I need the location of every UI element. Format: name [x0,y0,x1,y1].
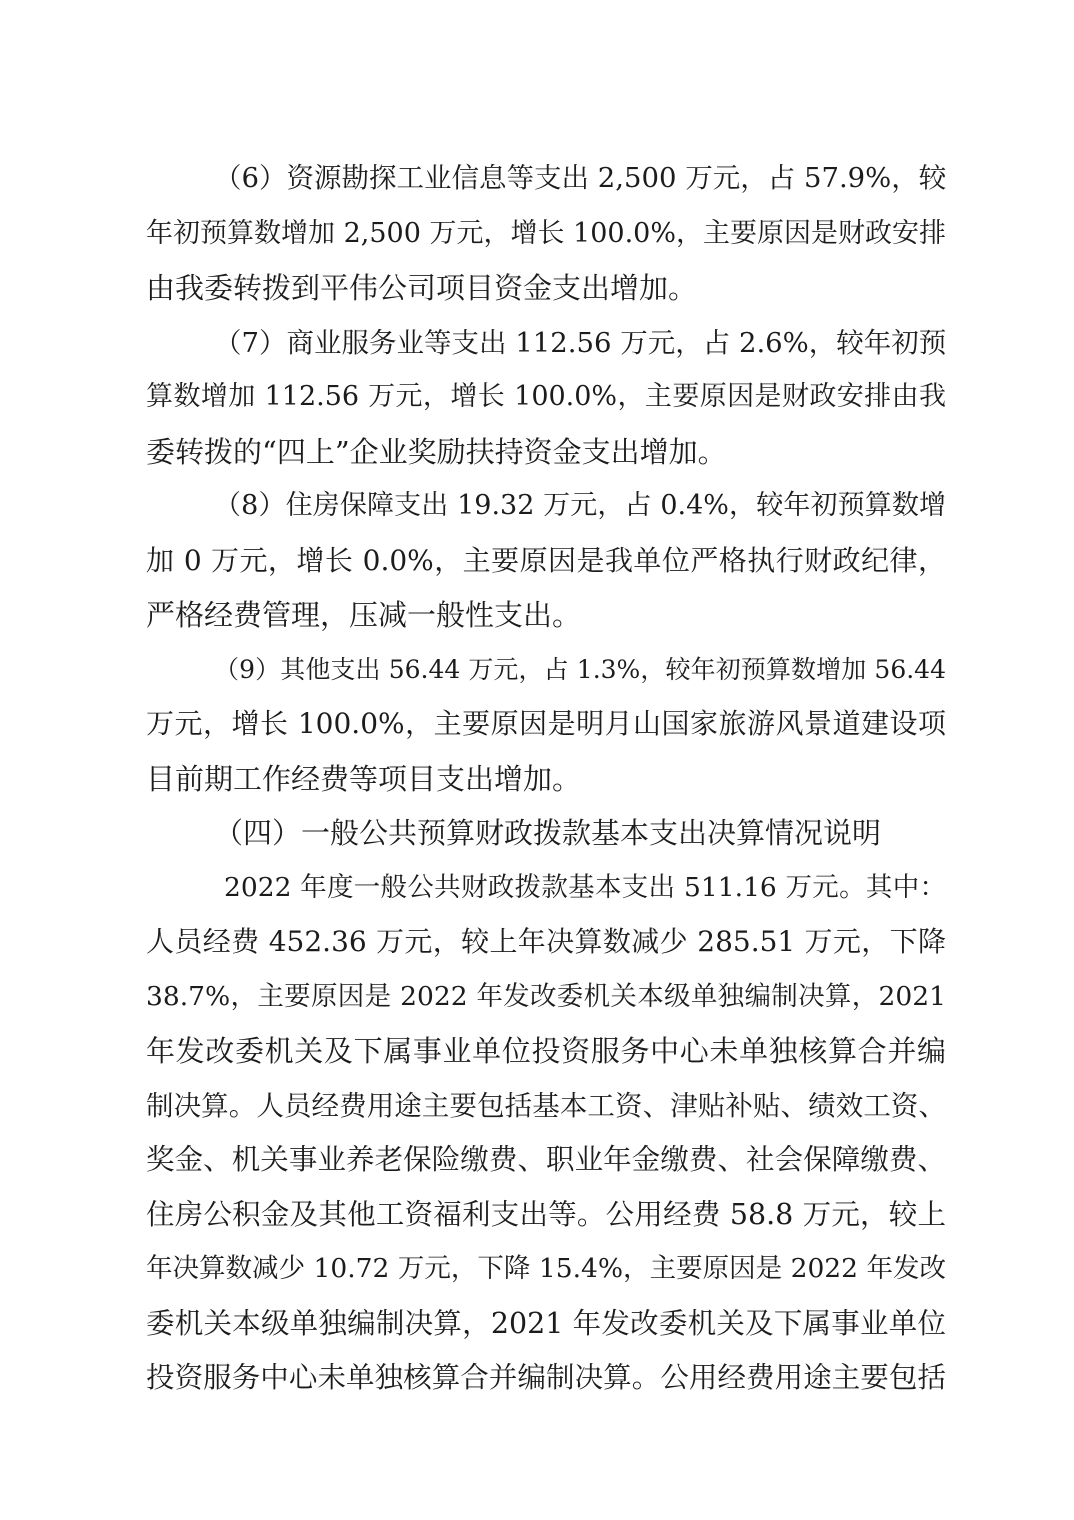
basic-expenditure-line-5: 制决算。人员经费用途主要包括基本工资、津贴补贴、绩效工资、 [146,1090,946,1122]
basic-expenditure-line-10: 投资服务中心未单独核算合并编制决算。公用经费用途主要包括 [146,1361,946,1394]
basic-expenditure-line-1: 2022 年度一般公共财政拨款基本支出 511.16 万元。其中： [224,872,946,903]
paragraph-8-line-1: （8）住房保障支出 19.32 万元，占 0.4%，较年初预算数增 [214,490,946,521]
basic-expenditure-line-2: 人员经费 452.36 万元，较上年决算数减少 285.51 万元，下降 [146,925,946,958]
basic-expenditure-line-4: 年发改委机关及下属事业单位投资服务中心未单独核算合并编 [146,1034,946,1068]
paragraph-6-line-1: （6）资源勘探工业信息等支出 2,500 万元，占 57.9%，较 [214,162,947,194]
basic-expenditure-line-6: 奖金、机关事业养老保险缴费、职业年金缴费、社会保障缴费、 [146,1143,946,1176]
paragraph-6-line-2: 年初预算数增加 2,500 万元，增长 100.0%，主要原因是财政安排 [146,218,946,249]
basic-expenditure-line-3: 38.7%，主要原因是 2022 年发改委机关本级单独编制决算，2021 [146,981,946,1012]
section-heading-4: （四）一般公共预算财政拨款基本支出决算情况说明 [214,816,882,850]
basic-expenditure-line-9: 委机关本级单独编制决算，2021 年发改委机关及下属事业单位 [146,1307,946,1340]
basic-expenditure-line-7: 住房公积金及其他工资福利支出等。公用经费 58.8 万元，较上 [146,1198,946,1231]
paragraph-9-line-1: （9）其他支出 56.44 万元，占 1.3%，较年初预算数增加 56.44 [214,655,946,684]
paragraph-7-line-2: 算数增加 112.56 万元，增长 100.0%，主要原因是财政安排由我 [146,381,946,412]
basic-expenditure-line-8: 年决算数减少 10.72 万元，下降 15.4%，主要原因是 2022 年发改 [146,1253,946,1284]
paragraph-6-line-3: 由我委转拨到平伟公司项目资金支出增加。 [146,271,698,305]
paragraph-7-line-1: （7）商业服务业等支出 112.56 万元，占 2.6%，较年初预 [214,327,947,359]
paragraph-7-line-3: 委转拨的“四上”企业奖励扶持资金支出增加。 [146,435,727,469]
paragraph-8-line-2: 加 0 万元，增长 0.0%，主要原因是我单位严格执行财政纪律， [146,544,946,577]
paragraph-9-line-2: 万元，增长 100.0%，主要原因是明月山国家旅游风景道建设项 [146,707,946,740]
paragraph-8-line-3: 严格经费管理，压减一般性支出。 [146,598,582,632]
paragraph-9-line-3: 目前期工作经费等项目支出增加。 [146,762,582,796]
